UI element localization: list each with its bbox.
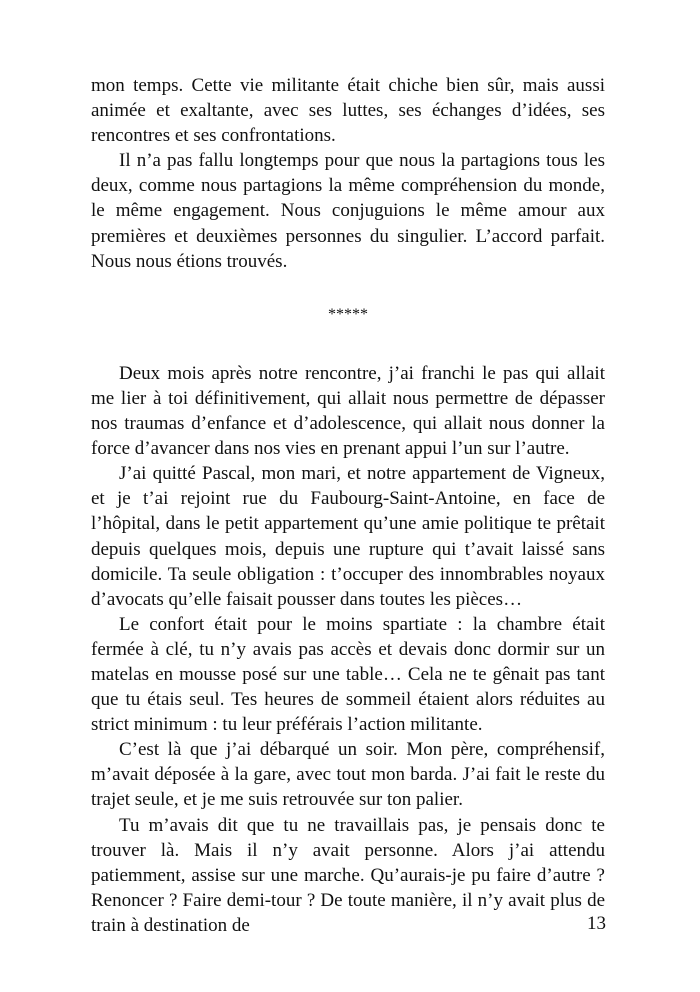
section-separator: ***** (328, 305, 368, 323)
page-number: 13 (587, 913, 606, 934)
paragraph: Tu m’avais dit que tu ne travaillais pas, je pensais donc te trouver là. Mais il n’y avait personne. Alors j’ai attendu patiemment, assise sur une marche. Qu’aurais-je pu faire d’autre ? Renoncer ? Faire demi-tour ? De toute manière, il n’y avait plus de train à destination de (91, 814, 605, 936)
paragraph: J’ai quitté Pascal, mon mari, et notre appartement de Vigneux, et je t’ai rejoint rue du Faubourg-Saint-Antoine, en face de l’hôpital, dans le petit appartement qu’une amie politique te prêtait depuis quelques mois, depuis une rupture qui t’avait laissé sans domicile. Ta seule obligation : t’occuper des innombrables noyaux d’avocats qu’elle faisait pousser dans toutes les pièces… (91, 463, 605, 610)
paragraph: C’est là que j’ai débarqué un soir. Mon père, compréhensif, m’avait déposée à la gare, avec tout mon barda. J’ai fait le reste du trajet seule, et je me suis retrouvée sur ton palier. (91, 739, 605, 811)
paragraph: Le confort était pour le moins spartiate : la chambre était fermée à clé, tu n’y avais pas accès et devais donc dormir sur un matelas en mousse posé sur une table… Cela ne te gênait pas tant que tu étais seul. Tes heures de sommeil étaient alors réduites au strict minimum : tu leur préférais l’action militante. (91, 613, 605, 736)
paragraph: mon temps. Cette vie militante était chiche bien sûr, mais aussi animée et exaltante, avec ses luttes, ses échanges d’idées, ses rencontres et ses confrontations. (91, 75, 605, 147)
paragraph: Deux mois après notre rencontre, j’ai franchi le pas qui allait me lier à toi définitivement, qui allait nous permettre de dépasser nos traumas d’enfance et d’adolescence, qui allait nous donner la force d’avancer dans nos vies en prenant appui l’un sur l’autre. (91, 362, 605, 460)
paragraph: Il n’a pas fallu longtemps pour que nous la partagions tous les deux, comme nous partagions la même compréhension du monde, le même engagement. Nous conjuguions le même amour aux premières et deuxièmes personnes du singulier. L’accord parfait. Nous nous étions trouvés. (91, 150, 605, 272)
page-body (91, 73, 605, 938)
